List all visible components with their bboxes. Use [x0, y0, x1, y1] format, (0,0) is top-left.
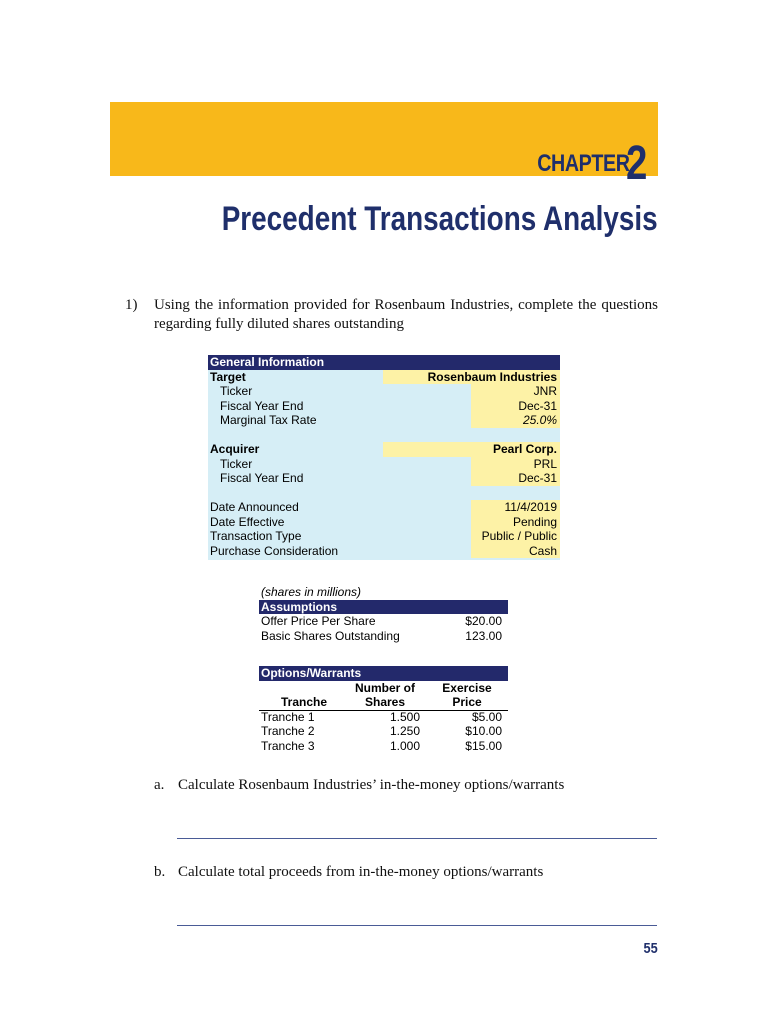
tranche-2-price: $10.00 — [465, 724, 502, 738]
tranche-1-label: Tranche 1 — [261, 709, 315, 724]
chapter-label: CHAPTER — [537, 150, 630, 177]
acquirer-ticker-label: Ticker — [220, 456, 253, 471]
shares-note: (shares in millions) — [261, 585, 362, 599]
tax-rate-value: 25.0% — [522, 413, 557, 427]
target-label: Target — [210, 369, 246, 384]
price-col-header-1: Exercise — [442, 680, 492, 695]
target-ticker-label: Ticker — [220, 384, 253, 398]
acquirer-fye-value: Dec-31 — [518, 471, 557, 485]
sub-question-b-letter: b. — [154, 864, 166, 880]
target-fye-label: Fiscal Year End — [220, 398, 304, 413]
offer-price-label: Offer Price Per Share — [261, 614, 376, 628]
tranche-3-label: Tranche 3 — [261, 738, 315, 753]
question-number: 1) — [125, 297, 138, 313]
tranche-2-label: Tranche 2 — [261, 724, 315, 738]
date-effective-value: Pending — [512, 514, 557, 529]
target-value: Rosenbaum Industries — [427, 369, 557, 384]
acquirer-value: Pearl Corp. — [492, 442, 557, 456]
acquirer-fye-label: Fiscal Year End — [220, 471, 304, 485]
tax-rate-label: Marginal Tax Rate — [220, 413, 317, 427]
sub-question-a-letter: a. — [154, 777, 165, 793]
acquirer-label: Acquirer — [210, 442, 260, 456]
basic-shares-value: 123.00 — [465, 628, 502, 643]
tranche-col-header: Tranche — [281, 695, 328, 709]
acquirer-ticker-value: PRL — [533, 456, 557, 471]
basic-shares-label: Basic Shares Outstanding — [261, 628, 400, 643]
date-announced-label: Date Announced — [210, 500, 299, 514]
shares-col-header-2: Shares — [364, 695, 406, 709]
sub-question-b-text: Calculate total proceeds from in-the-money options/warrants — [178, 864, 544, 880]
price-col-header-2: Price — [452, 695, 482, 709]
question-text: Using the information provided for Rosenbaum Industries, complete the questions regarding fully diluted shares outstanding — [154, 297, 658, 332]
date-effective-label: Date Effective — [210, 514, 285, 529]
tranche-1-price: $5.00 — [471, 709, 502, 724]
target-ticker-value: JNR — [533, 384, 557, 398]
purchase-consideration-value: Cash — [528, 543, 557, 558]
options-header: Options/Warrants — [259, 666, 508, 681]
transaction-type-label: Transaction Type — [210, 529, 302, 543]
page-title: Precedent Transactions Analysis — [222, 200, 658, 238]
page-number: 55 — [643, 940, 658, 957]
chapter-number: 2 — [626, 137, 648, 190]
transaction-type-value: Public / Public — [481, 529, 557, 543]
tranche-3-price: $15.00 — [465, 738, 502, 753]
assumptions-header: Assumptions — [259, 600, 508, 615]
answer-line-a[interactable] — [177, 838, 657, 839]
tranche-1-shares: 1.500 — [389, 709, 420, 724]
tranche-3-shares: 1.000 — [389, 738, 420, 753]
purchase-consideration-label: Purchase Consideration — [210, 543, 339, 558]
answer-line-b[interactable] — [177, 925, 657, 926]
tranche-2-shares: 1.250 — [389, 724, 420, 738]
general-info-header: General Information — [208, 355, 560, 370]
sub-question-a-text: Calculate Rosenbaum Industries’ in-the-money options/warrants — [178, 777, 565, 793]
date-announced-value: 11/4/2019 — [504, 500, 557, 514]
target-fye-value: Dec-31 — [518, 398, 557, 413]
shares-col-header-1: Number of — [355, 680, 415, 695]
offer-price-value: $20.00 — [465, 614, 502, 628]
